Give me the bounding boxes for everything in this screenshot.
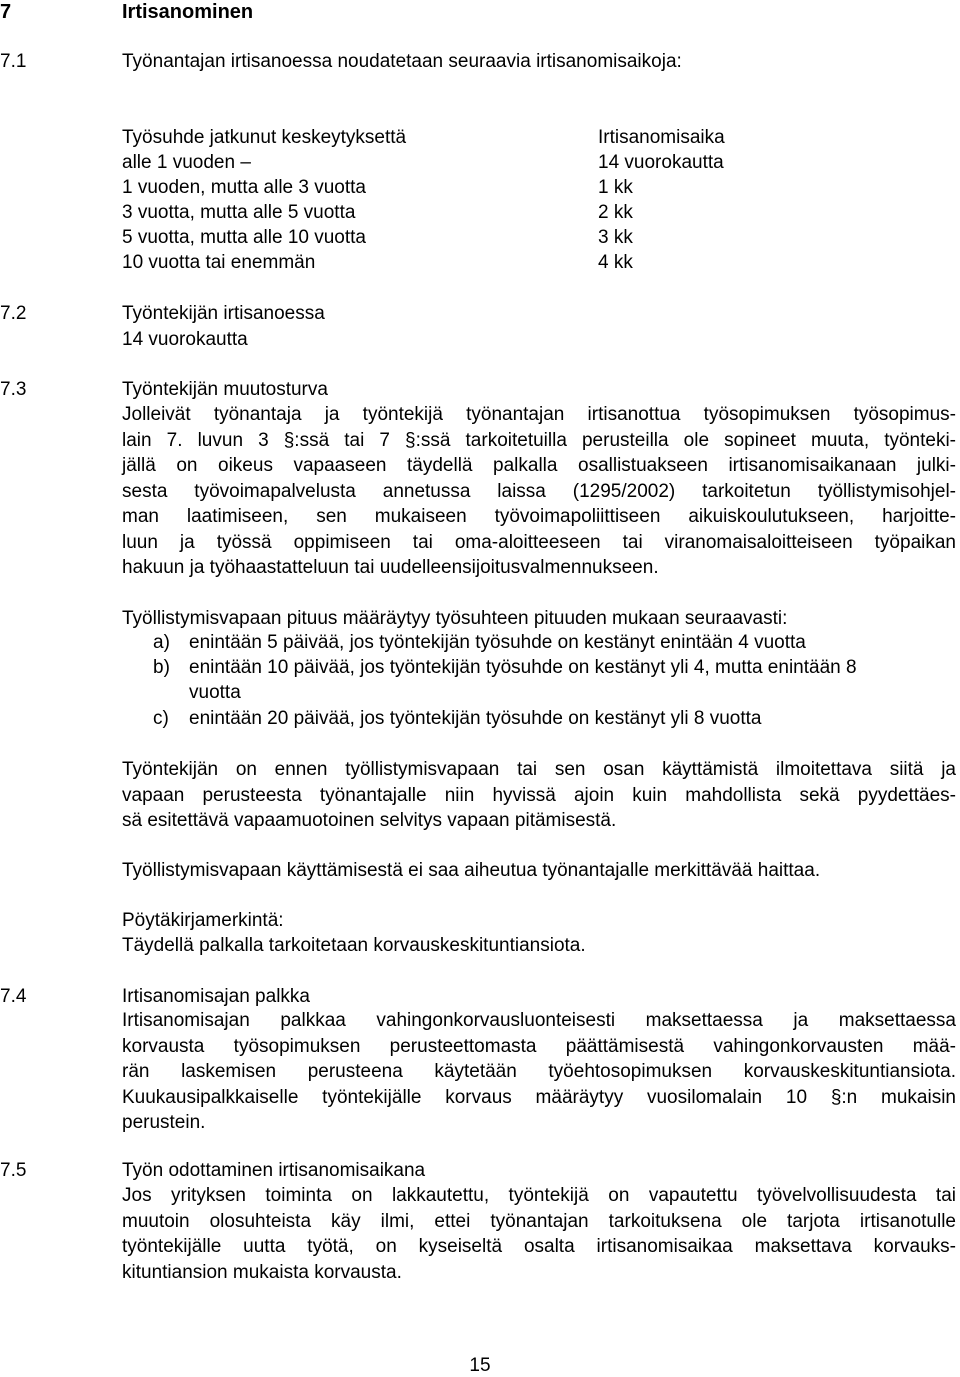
paragraph-line: muutoin olosuhteista käy ilmi, ettei työnantajan tarkoituksena ole tarjota irtisanotulle <box>122 1210 956 1232</box>
subsection-title: Työn odottaminen irtisanomisaikana <box>122 1160 426 1181</box>
subsection-text: 14 vuorokautta <box>122 329 248 350</box>
paragraph-line: vapaan perusteesta työnantajalle niin hyvissä ajoin kuin mahdollista sekä pyydettäes- <box>122 784 956 806</box>
paragraph <box>122 402 956 581</box>
subsection-number: 7.2 <box>0 303 27 324</box>
table-cell-duration: 5 vuotta, mutta alle 10 vuotta <box>122 227 366 248</box>
subsection-number: 7.3 <box>0 379 27 400</box>
subsection-title: Työntekijän irtisanoessa <box>122 303 325 324</box>
paragraph-line: sä esitettävä vapaamuotoinen selvitys vapaan pitämisestä. <box>122 810 617 831</box>
paragraph: Työllistymisvapaan käyttämisestä ei saa aiheutua työnantajalle merkittävää haittaa. <box>122 860 821 881</box>
list-item: enintään 5 päivää, jos työntekijän työsuhde on kestänyt enintään 4 vuotta <box>189 632 806 653</box>
paragraph-line: Jos yrityksen toiminta on lakkautettu, työntekijä on vapautettu työvelvollisuudesta tai <box>122 1185 956 1206</box>
section-number: 7 <box>0 1 12 23</box>
table-cell-duration: alle 1 vuoden – <box>122 152 251 173</box>
table-cell-period: 1 kk <box>598 177 633 198</box>
list-label: c) <box>153 708 169 729</box>
table-cell-duration: 1 vuoden, mutta alle 3 vuotta <box>122 177 366 198</box>
paragraph-line: Jolleivät työnantaja ja työntekijä työnantajan irtisanottua työsopimuksen työsopimus- <box>122 404 956 425</box>
paragraph-line: man laatimiseen, sen mukaiseen työvoimapoliittiseen aikuiskoulutukseen, harjoitte- <box>122 506 956 527</box>
table-header-right: Irtisanomisaika <box>598 127 725 148</box>
paragraph-intro: Työllistymisvapaan pituus määräytyy työsuhteen pituuden mukaan seuraavasti: <box>122 608 788 629</box>
paragraph <box>122 1183 956 1285</box>
paragraph-line: lain 7. luvun 3 §:ssä tai 7 §:ssä tarkoitetuilla perusteilla ole sopineet muuta, työnteki- <box>122 429 956 451</box>
paragraph-line: sesta työvoimapalvelusta annetussa laissa (1295/2002) tarkoitetun työllistymisohjel- <box>122 480 956 502</box>
paragraph-line: työntekijälle uutta työtä, on kyseiseltä osalta irtisanomisaikaa maksettava korvauks- <box>122 1236 956 1257</box>
subsection-text: Työnantajan irtisanoessa noudatetaan seuraavia irtisanomisaikoja: <box>122 51 682 72</box>
note-label: Pöytäkirjamerkintä: <box>122 910 284 931</box>
paragraph <box>122 757 956 834</box>
list-item: enintään 10 päivää, jos työntekijän työsuhde on kestänyt yli 4, mutta enintään 8 <box>189 657 857 678</box>
paragraph-line: luun ja työssä oppimiseen tai oma-aloitteeseen tai viranomaisaloitteiseen työpaikan <box>122 531 956 553</box>
table-cell-period: 4 kk <box>598 252 633 273</box>
paragraph-line: hakuun ja työhaastatteluun tai uudelleensijoitusvalmennukseen. <box>122 557 659 578</box>
paragraph-line: jällä on oikeus vapaaseen täydellä palkalla osallistuakseen irtisanomisaikanaan julki- <box>122 455 956 476</box>
paragraph-line: korvausta työsopimuksen perusteettomasta päättämisestä vahingonkorvausten mää- <box>122 1035 956 1057</box>
subsection-number: 7.4 <box>0 986 27 1007</box>
note-text: Täydellä palkalla tarkoitetaan korvauskeskituntiansiota. <box>122 935 586 956</box>
table-cell-period: 14 vuorokautta <box>598 152 724 173</box>
paragraph-line: Irtisanomisajan palkkaa vahingonkorvausluonteisesti maksettaessa ja maksettaessa <box>122 1010 956 1031</box>
paragraph <box>122 1008 956 1136</box>
list-label: a) <box>153 632 170 653</box>
subsection-number: 7.1 <box>0 51 27 72</box>
page-number: 15 <box>469 1355 491 1376</box>
section-title: Irtisanominen <box>122 1 254 23</box>
list-item: enintään 20 päivää, jos työntekijän työsuhde on kestänyt yli 8 vuotta <box>189 708 762 729</box>
paragraph-line: perustein. <box>122 1112 206 1133</box>
list-item-continuation: vuotta <box>189 682 241 703</box>
table-header-left: Työsuhde jatkunut keskeytyksettä <box>122 127 407 148</box>
table-cell-period: 2 kk <box>598 202 633 223</box>
paragraph-line: Kuukausipalkkaiselle työntekijälle korvaus määräytyy vuosilomalain 10 §:n mukaisin <box>122 1086 956 1108</box>
table-cell-duration: 3 vuotta, mutta alle 5 vuotta <box>122 202 356 223</box>
table-cell-period: 3 kk <box>598 227 633 248</box>
subsection-title: Irtisanomisajan palkka <box>122 986 310 1007</box>
subsection-number: 7.5 <box>0 1160 27 1181</box>
paragraph-line: rän laskemisen perusteena käytetään työehtosopimuksen korvauskeskituntiansiota. <box>122 1061 956 1082</box>
table-cell-duration: 10 vuotta tai enemmän <box>122 252 316 273</box>
paragraph-line: Työntekijän on ennen työllistymisvapaan tai sen osan käyttämistä ilmoitettava siitä ja <box>122 759 956 780</box>
list-label: b) <box>153 657 170 678</box>
paragraph-line: kituntiansion mukaista korvausta. <box>122 1261 402 1283</box>
subsection-title: Työntekijän muutosturva <box>122 379 328 400</box>
